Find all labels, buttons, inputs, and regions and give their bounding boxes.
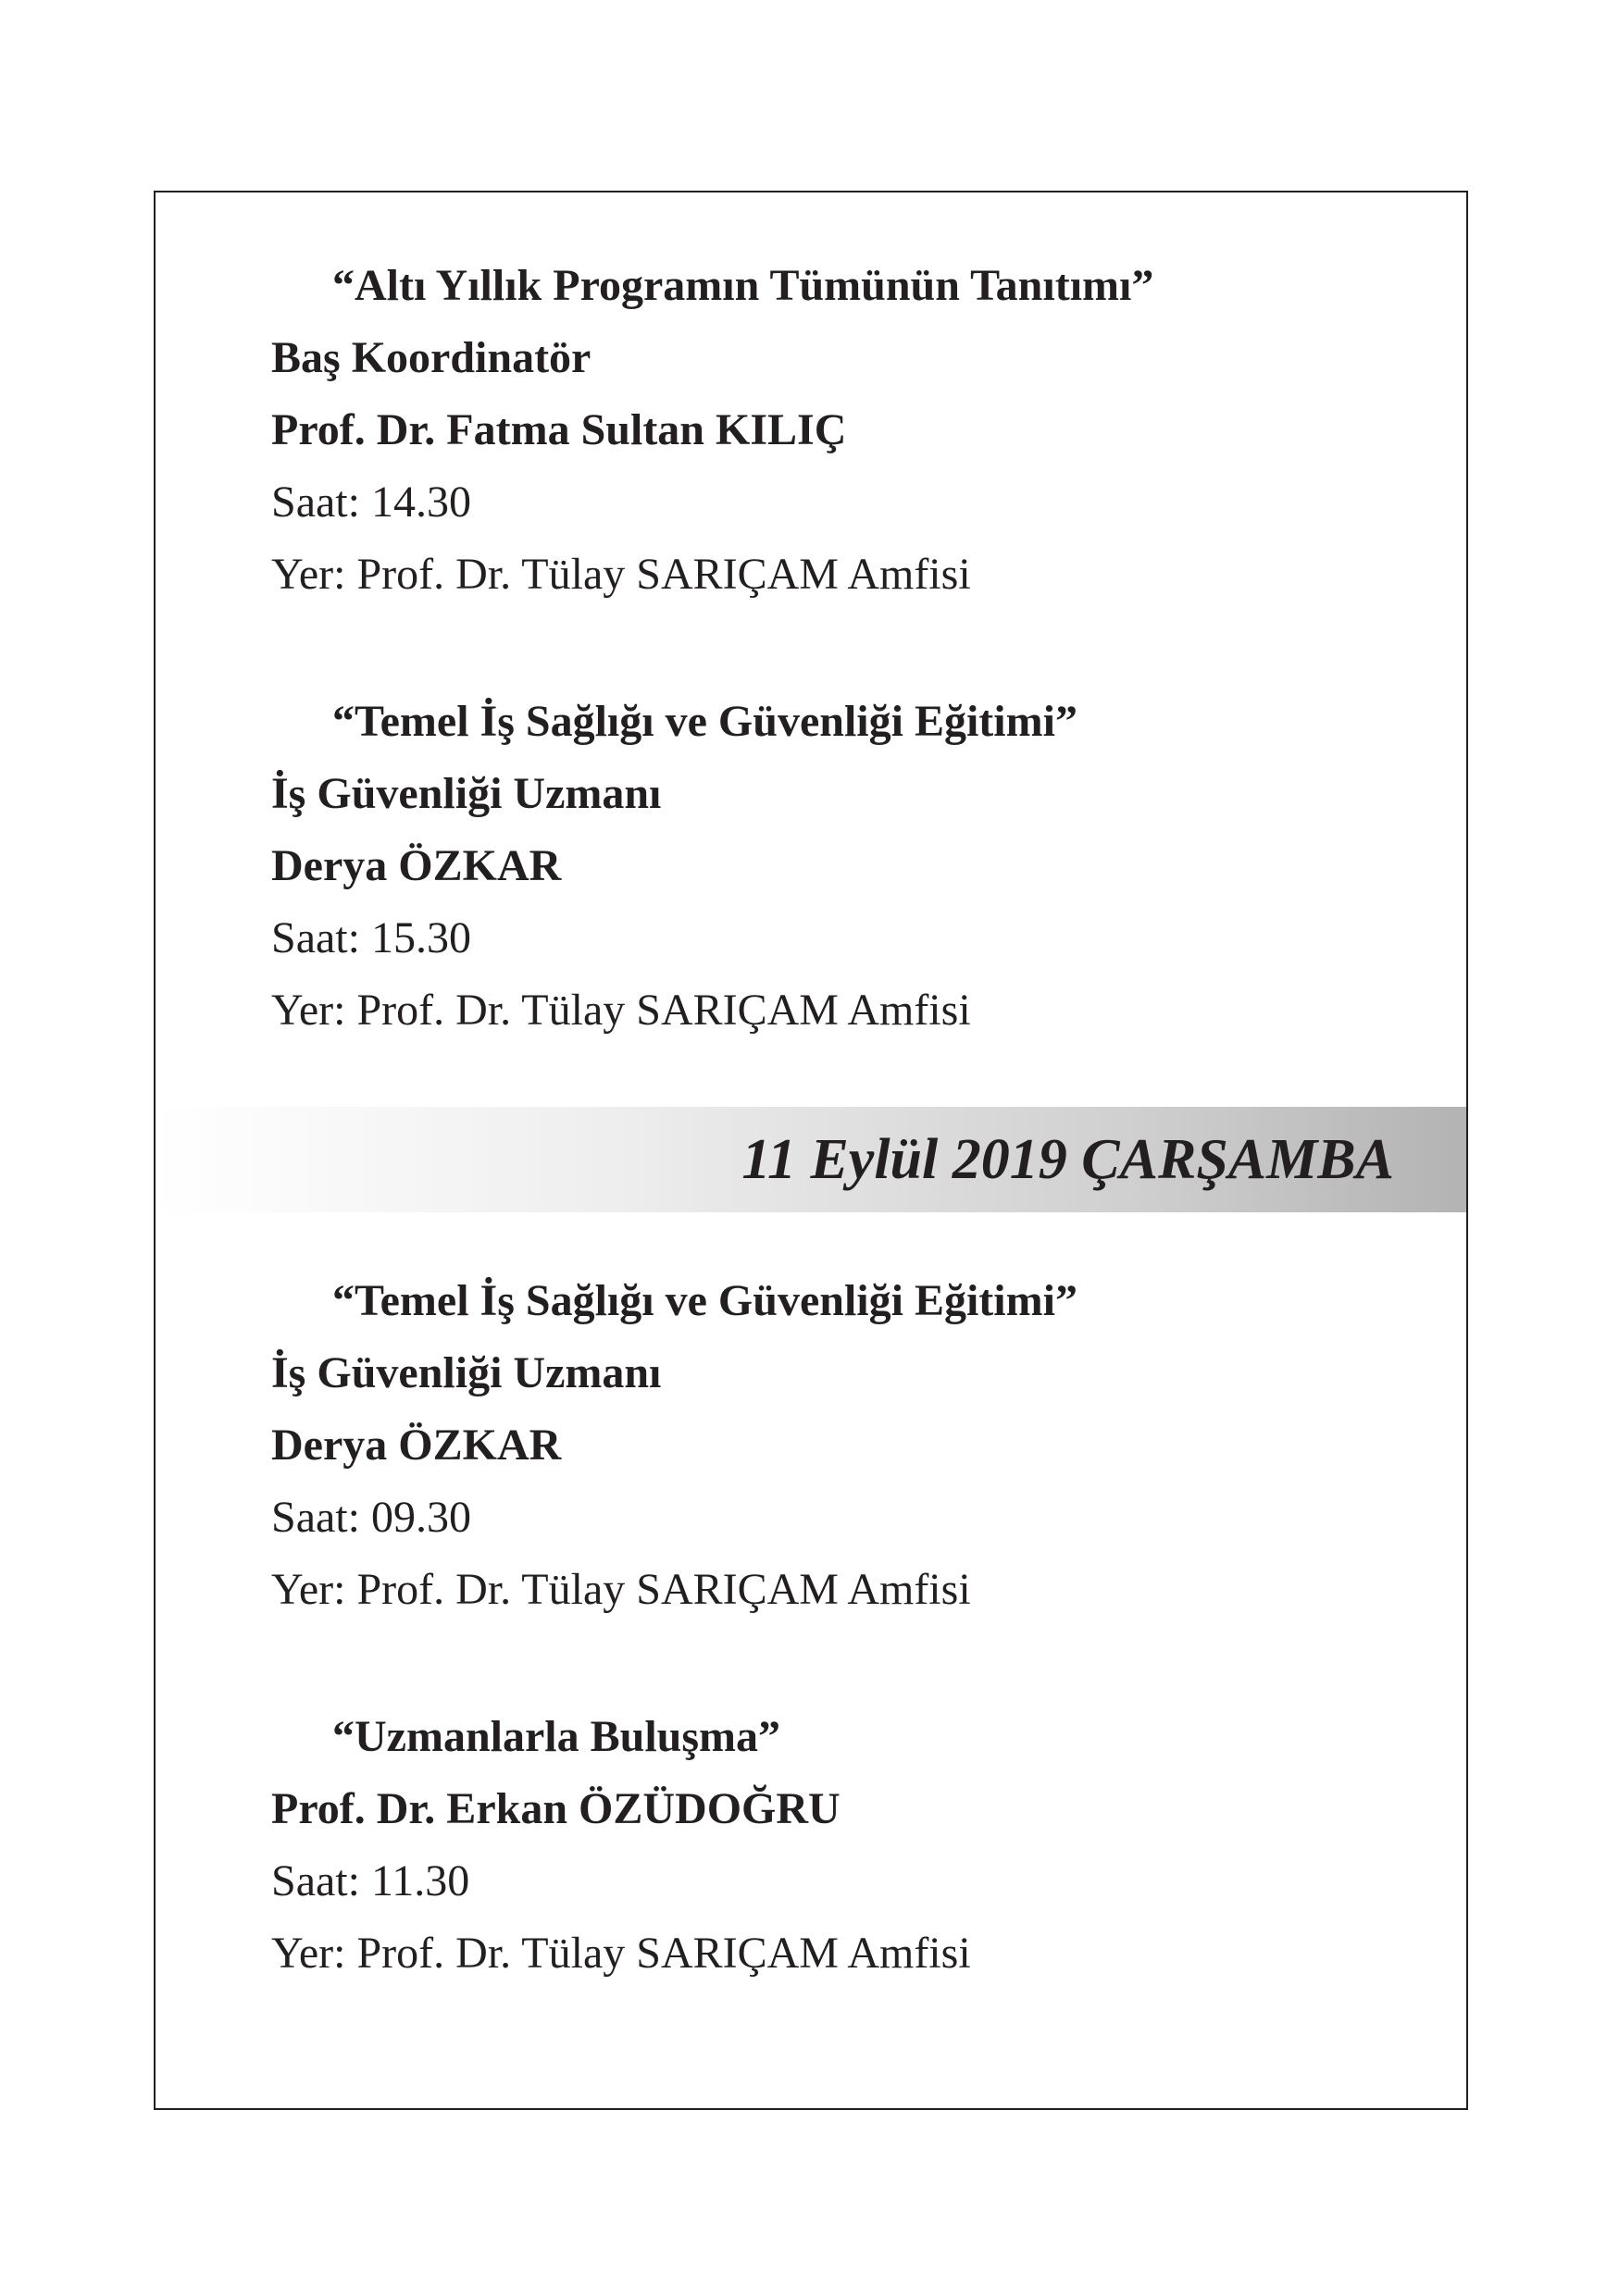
day-heading-band	[156, 1107, 1466, 1212]
session-speaker: Derya ÖZKAR	[271, 1421, 562, 1470]
session-title: “Altı Yıllık Programın Tümünün Tanıtımı”	[332, 261, 1154, 310]
session-safety-training-day2	[271, 1265, 1382, 1626]
session-title: “Uzmanlarla Buluşma”	[332, 1712, 781, 1761]
session-place: Yer: Prof. Dr. Tülay SARIÇAM Amfisi	[271, 986, 971, 1035]
session-speaker: Prof. Dr. Fatma Sultan KILIÇ	[271, 405, 847, 454]
session-meet-experts	[271, 1701, 1382, 1990]
session-place: Yer: Prof. Dr. Tülay SARIÇAM Amfisi	[271, 1565, 971, 1614]
session-time: Saat: 15.30	[271, 913, 471, 962]
session-speaker: Derya ÖZKAR	[271, 841, 562, 890]
session-role: İş Güvenliği Uzmanı	[271, 1348, 662, 1397]
session-role: İş Güvenliği Uzmanı	[271, 769, 662, 818]
session-role: Baş Koordinatör	[271, 333, 592, 382]
session-title: “Temel İş Sağlığı ve Güvenliği Eğitimi”	[332, 1276, 1077, 1325]
session-safety-training-day1	[271, 686, 1382, 1047]
session-time: Saat: 11.30	[271, 1856, 470, 1905]
day-heading: 11 Eylül 2019 ÇARŞAMBA	[741, 1128, 1394, 1191]
session-program-introduction	[271, 250, 1382, 611]
session-time: Saat: 14.30	[271, 478, 471, 527]
session-title: “Temel İş Sağlığı ve Güvenliği Eğitimi”	[332, 697, 1077, 746]
session-place: Yer: Prof. Dr. Tülay SARIÇAM Amfisi	[271, 550, 971, 599]
session-time: Saat: 09.30	[271, 1493, 471, 1542]
session-place: Yer: Prof. Dr. Tülay SARIÇAM Amfisi	[271, 1929, 971, 1978]
session-speaker: Prof. Dr. Erkan ÖZÜDOĞRU	[271, 1784, 841, 1833]
